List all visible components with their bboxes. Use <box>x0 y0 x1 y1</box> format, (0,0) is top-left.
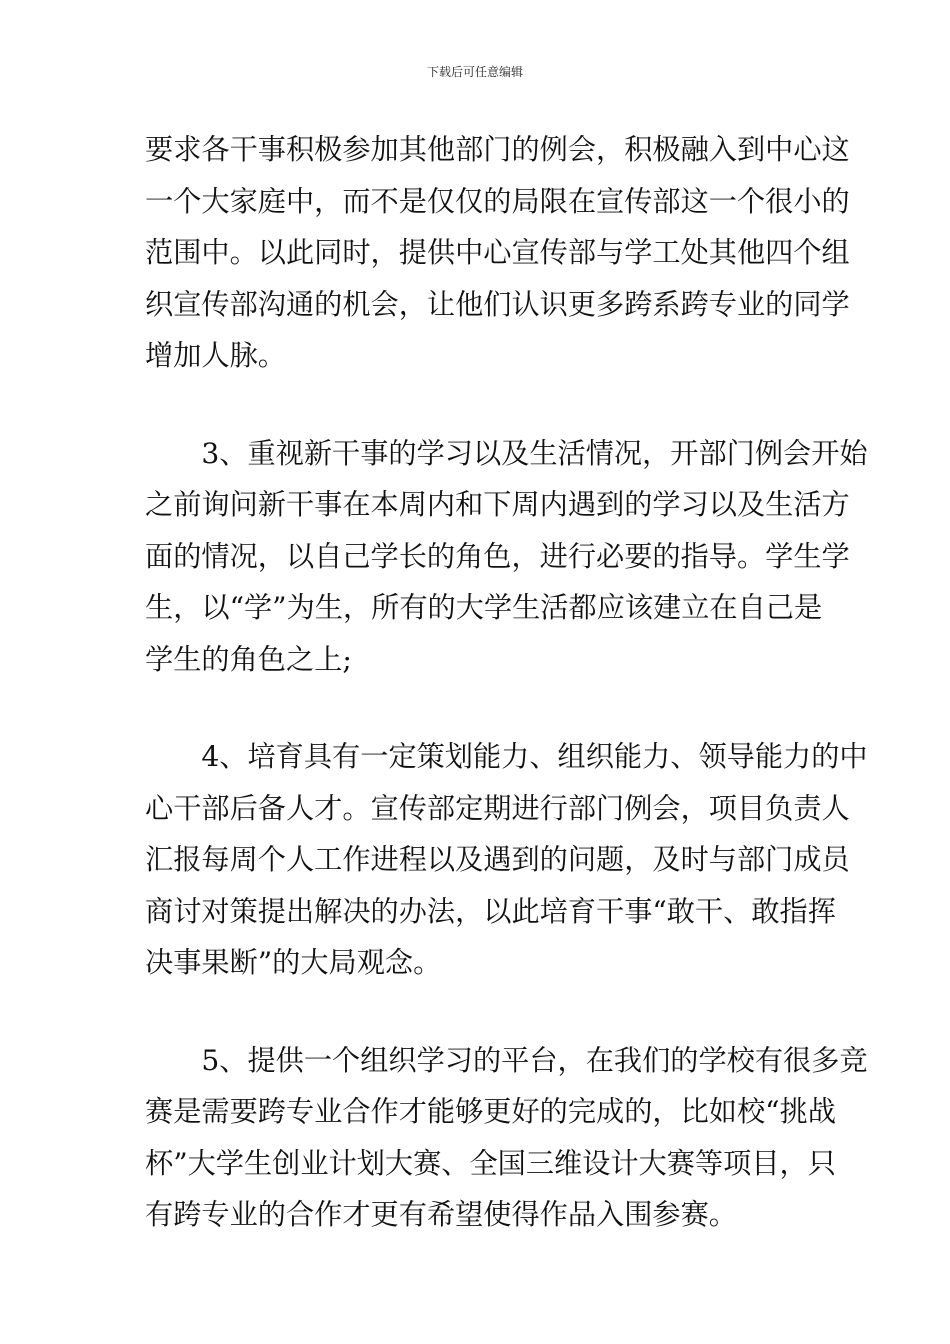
paragraph-line: 范围中。以此同时，提供中心宣传部与学工处其他四个组 <box>145 236 850 269</box>
paragraph-4 <box>145 1035 868 1241</box>
paragraph-line: 4、培育具有一定策划能力、组织能力、领导能力的中 <box>145 740 868 773</box>
paragraph-line: 决事果断”的大局观念。 <box>145 946 442 979</box>
paragraph-line: 生，以“学”为生，所有的大学生活都应该建立在自己是 <box>145 591 823 624</box>
paragraph-spacer <box>145 685 807 731</box>
paragraph-2 <box>145 428 868 686</box>
paragraph-line: 要求各干事积极参加其他部门的例会，积极融入到中心这 <box>145 133 850 166</box>
paragraph-line: 面的情况，以自己学长的角色，进行必要的指导。学生学 <box>145 539 850 573</box>
paragraph-line: 心干部后备人才。宣传部定期进行部门例会，项目负责人 <box>145 791 850 825</box>
paragraph-line: 之前询问新干事在本周内和下周内遇到的学习以及生活方 <box>145 488 850 521</box>
paragraph-3 <box>145 731 868 989</box>
page-header-note: 下载后可任意编辑 <box>426 65 523 79</box>
document-body <box>145 124 868 1241</box>
paragraph-line: 5、提供一个组织学习的平台，在我们的学校有很多竞 <box>145 1043 868 1077</box>
paragraph-spacer <box>145 989 807 1035</box>
paragraph-line: 商讨对策提出解决的办法，以此培育干事“敢干、敢指挥 <box>145 894 836 928</box>
paragraph-spacer <box>145 382 807 428</box>
paragraph-line: 学生的角色之上; <box>145 642 352 676</box>
paragraph-line: 一个大家庭中，而不是仅仅的局限在宣传部这一个很小的 <box>145 184 850 218</box>
paragraph-line: 织宣传部沟通的机会，让他们认识更多跨系跨专业的同学 <box>145 287 850 321</box>
paragraph-line: 赛是需要跨专业合作才能够更好的完成的，比如校“挑战 <box>145 1095 836 1128</box>
paragraph-line: 杯”大学生创业计划大赛、全国三维设计大赛等项目，只 <box>145 1146 836 1180</box>
paragraph-line: 有跨专业的合作才更有希望使得作品入围参赛。 <box>145 1198 737 1231</box>
paragraph-1 <box>145 124 850 382</box>
paragraph-line: 汇报每周个人工作进程以及遇到的问题，及时与部门成员 <box>145 843 850 876</box>
paragraph-line: 增加人脉。 <box>145 339 286 372</box>
paragraph-line: 3、重视新干事的学习以及生活情况，开部门例会开始 <box>145 436 868 470</box>
